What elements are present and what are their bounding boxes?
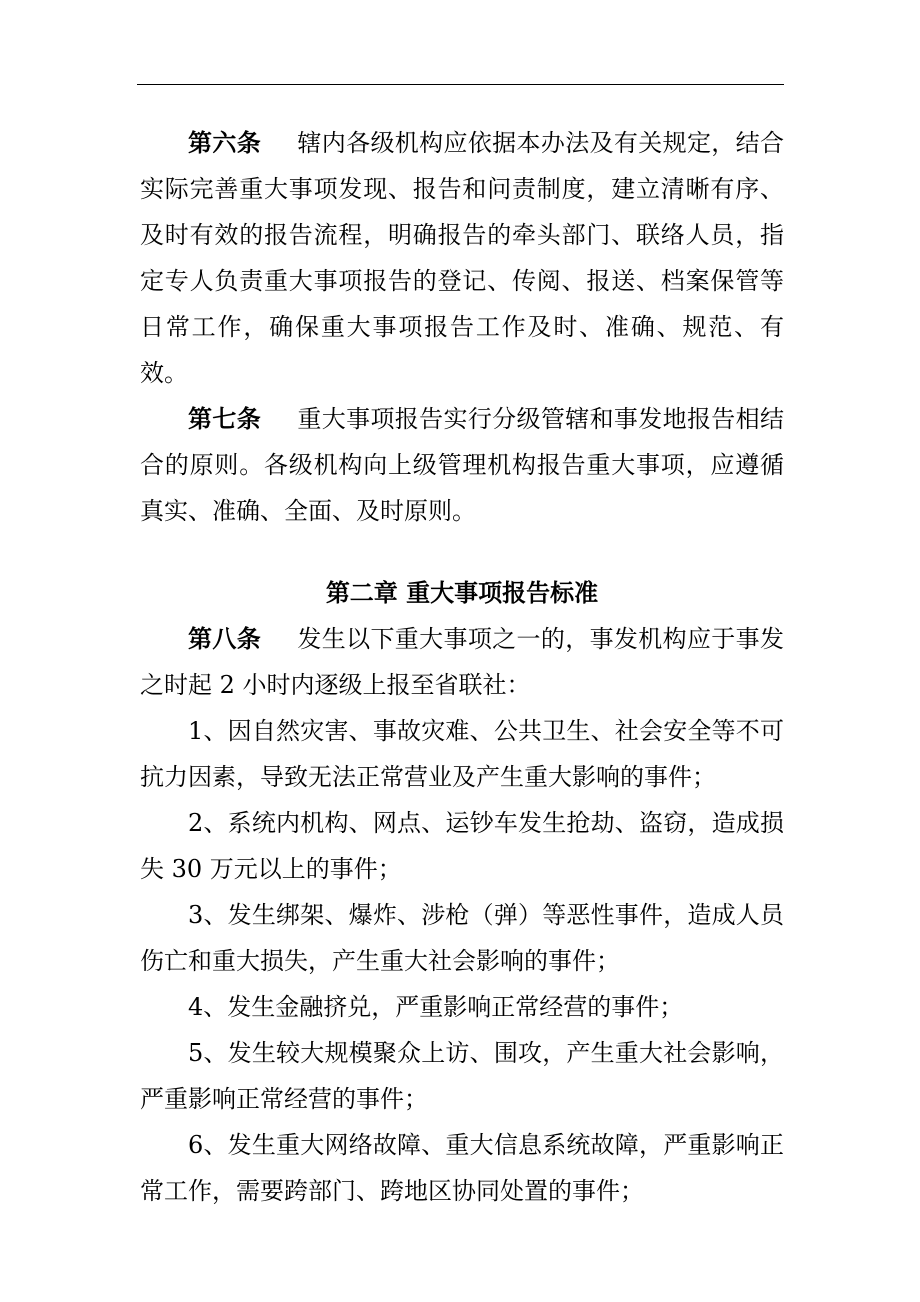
chapter-title: 第二章 重大事项报告标准 <box>325 579 599 607</box>
list-item: 5、发生较大规模聚众上访、围攻，产生重大社会影响，严重影响正常经营的事件； <box>140 1039 784 1113</box>
article-6-label: 第六条 <box>188 129 262 157</box>
list-item: 6、发生重大网络故障、重大信息系统故障，严重影响正常工作，需要跨部门、跨地区协同处置的事件； <box>140 1131 784 1205</box>
article-7 <box>140 396 784 534</box>
header-rule <box>137 84 784 85</box>
article-8-text: 发生以下重大事项之一的，事发机构应于事发之时起 2 小时内逐级上报至省联社： <box>140 625 785 699</box>
list-item: 4、发生金融挤兑，严重影响正常经营的事件； <box>188 993 684 1021</box>
list-item: 3、发生绑架、爆炸、涉枪（弹）等恶性事件，造成人员伤亡和重大损失，产生重大社会影响的事件； <box>140 901 784 975</box>
article-8-label: 第八条 <box>188 625 262 653</box>
list-item: 1、因自然灾害、事故灾难、公共卫生、社会安全等不可抗力因素，导致无法正常营业及产生重大影响的事件； <box>140 717 784 791</box>
list-item: 2、系统内机构、网点、运钞车发生抢劫、盗窃，造成损失 30 万元以上的事件； <box>140 809 784 883</box>
article-6-text: 辖内各级机构应依据本办法及有关规定，结合实际完善重大事项发现、报告和问责制度，建立清晰有序、及时有效的报告流程，明确报告的牵头部门、联络人员，指定专人负责重大事项报告的登记、传阅、报送、档案保管等日常工作，确保重大事项报告工作及时、准确、规范、有效。 <box>140 129 785 387</box>
article-6 <box>140 120 784 396</box>
article-8 <box>140 616 784 708</box>
article-7-label: 第七条 <box>188 405 262 433</box>
document-body <box>140 120 784 1214</box>
article-7-text: 重大事项报告实行分级管辖和事发地报告相结合的原则。各级机构向上级管理机构报告重大事项，应遵循真实、准确、全面、及时原则。 <box>140 405 785 525</box>
